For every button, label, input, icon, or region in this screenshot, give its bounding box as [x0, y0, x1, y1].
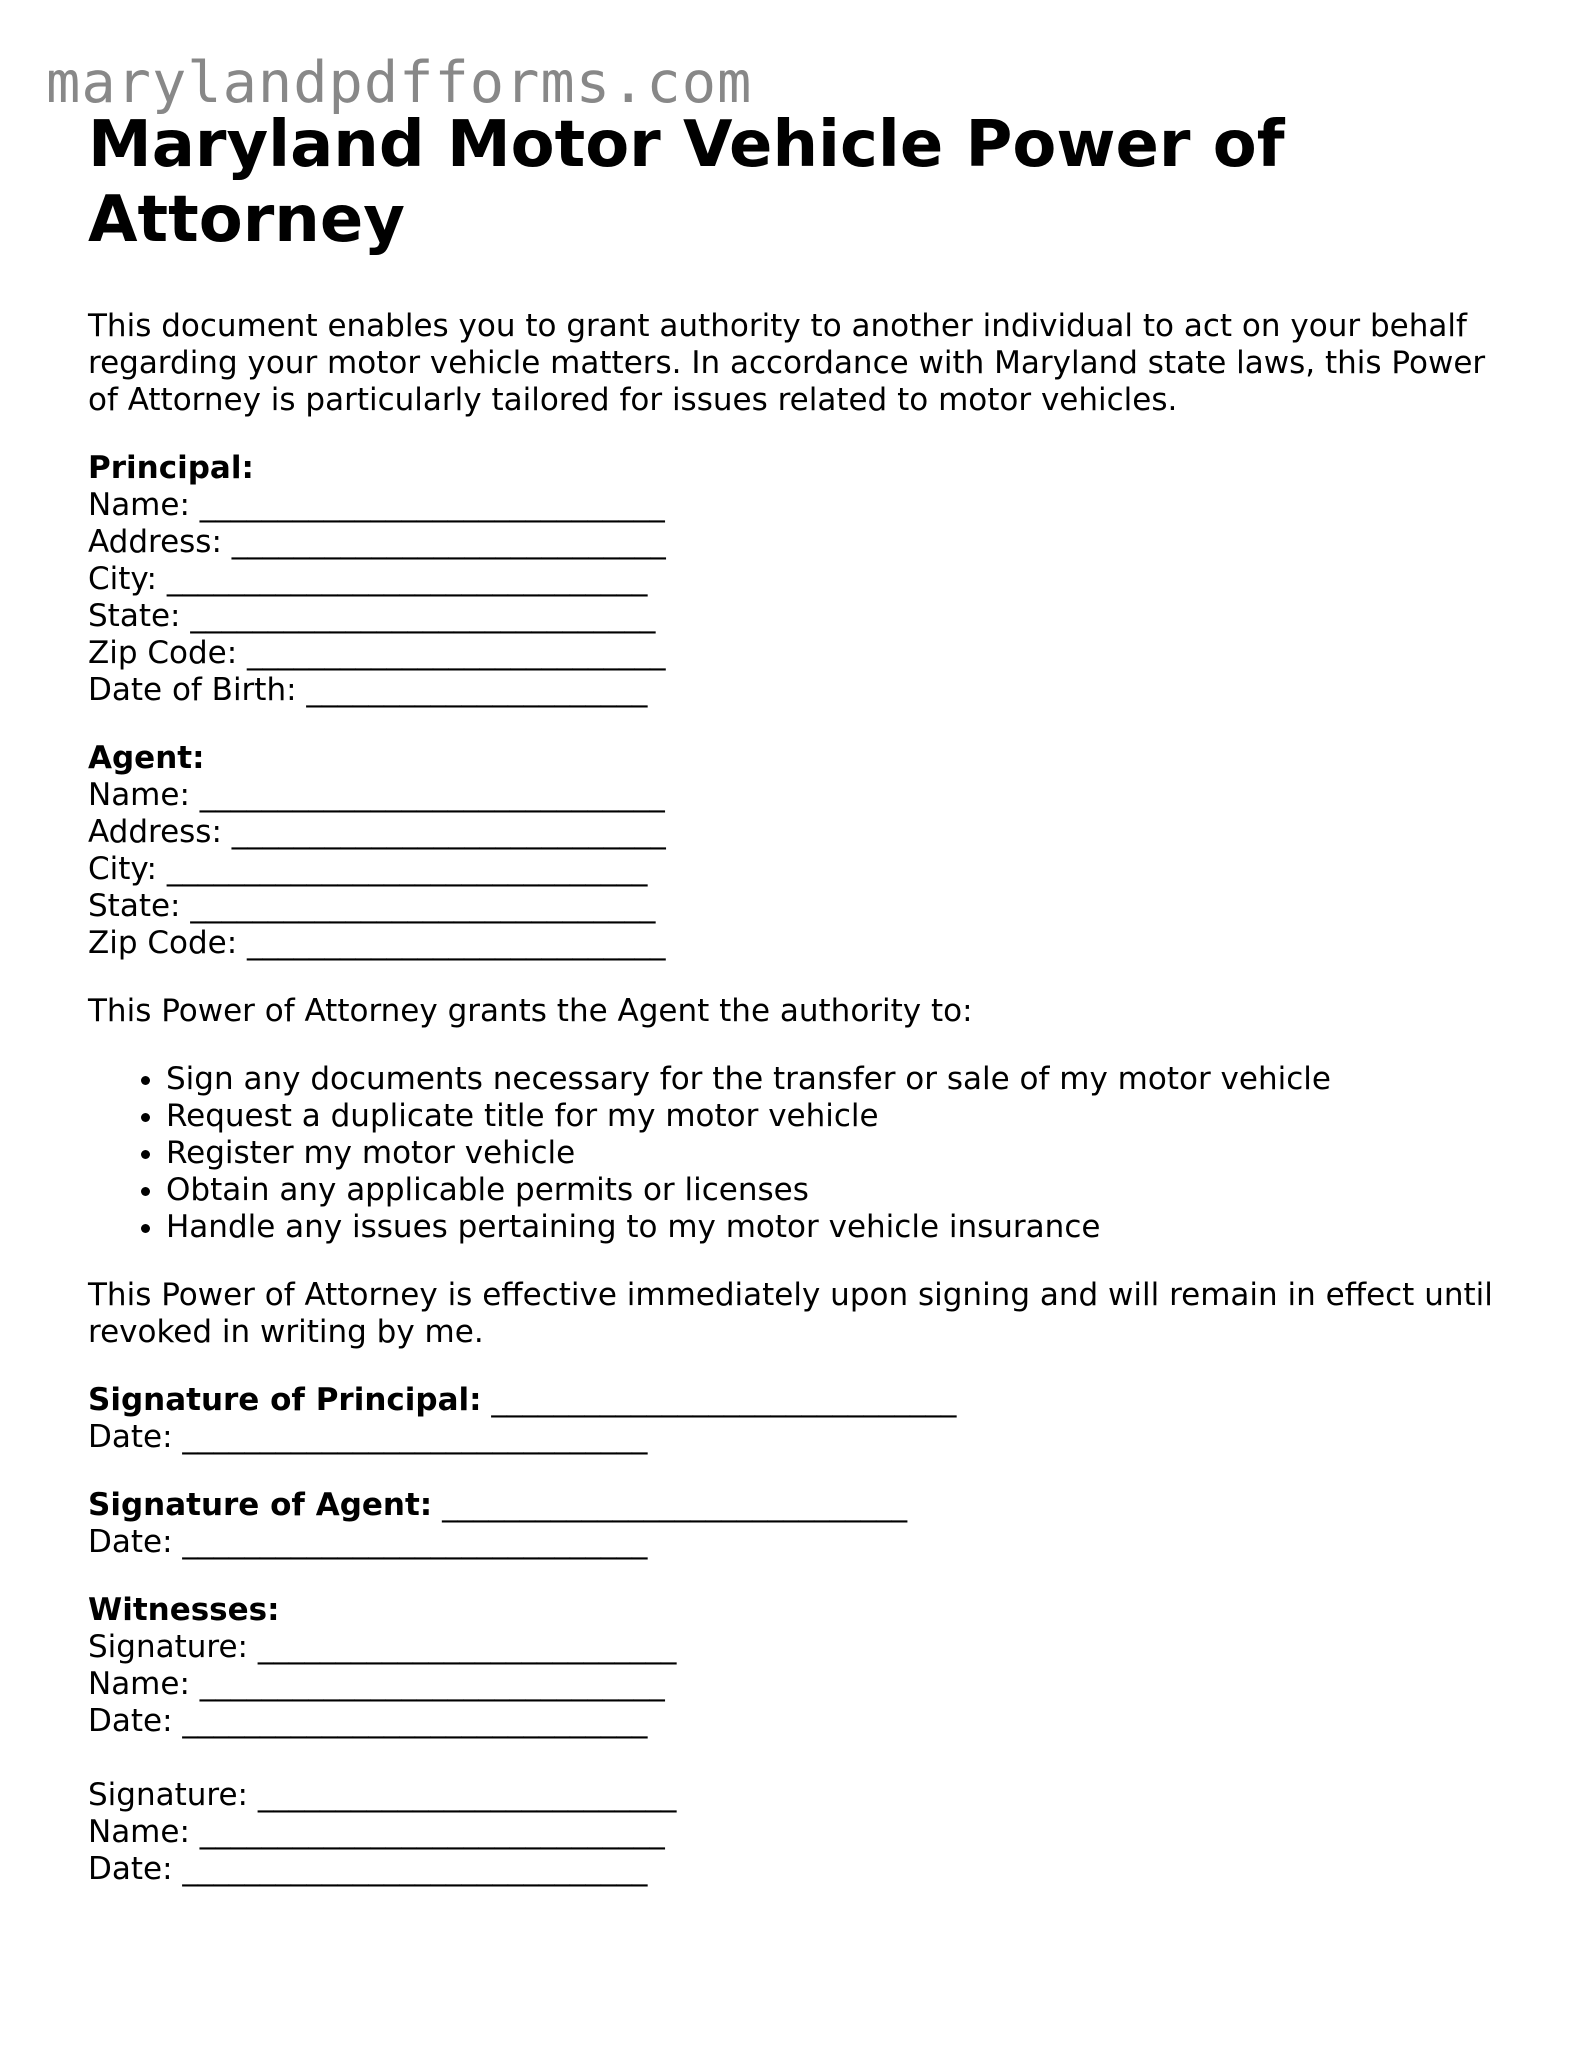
agent-state-field: [88, 888, 1508, 925]
field-label: Signature of Principal:: [88, 1382, 482, 1418]
agent-name-field: [88, 777, 1508, 814]
field-blank: ____________________________: [231, 524, 666, 560]
agent-signature-section: [88, 1487, 1508, 1561]
field-label: Address:: [88, 814, 222, 850]
field-label: Date:: [88, 1524, 173, 1560]
field-blank: ___________________________: [257, 1777, 677, 1813]
field-blank: ____________________________: [231, 814, 666, 850]
principal-section: [88, 450, 1508, 709]
agent-signature-date-field: [88, 1524, 1508, 1561]
field-label: City:: [88, 561, 157, 597]
witness-date-field: [88, 1851, 1508, 1888]
principal-signature-date-field: [88, 1419, 1508, 1456]
field-blank: ______________________________: [182, 1524, 648, 1560]
field-blank: ______________________________: [182, 1851, 648, 1887]
witnesses-heading: Witnesses:: [88, 1592, 280, 1628]
witness-signature-field: [88, 1777, 1508, 1814]
witness-block-2: [88, 1777, 1508, 1888]
principal-city-field: [88, 561, 1508, 598]
field-label: Name:: [88, 1814, 190, 1850]
principal-state-field: [88, 598, 1508, 635]
field-label: Signature of Agent:: [88, 1487, 433, 1523]
principal-dob-field: [88, 672, 1508, 709]
field-blank: ______________________________: [199, 1814, 665, 1850]
grants-intro: This Power of Attorney grants the Agent the authority to:: [88, 993, 973, 1029]
agent-zip-field: [88, 925, 1508, 962]
witness-date-field: [88, 1703, 1508, 1740]
witness-name-field: [88, 1814, 1508, 1851]
field-label: Date:: [88, 1703, 173, 1739]
field-blank: ___________________________: [247, 635, 666, 671]
field-blank: _______________________________: [166, 851, 648, 887]
document-body: [88, 108, 1508, 1888]
powers-list: [88, 1061, 1508, 1246]
list-item: • Handle any issues pertaining to my motor vehicle insurance: [166, 1209, 1508, 1246]
list-item: • Obtain any applicable permits or licenses: [166, 1172, 1508, 1209]
agent-signature-field: [88, 1487, 1508, 1524]
field-label: Date of Birth:: [88, 672, 297, 708]
field-blank: ______________________________: [182, 1703, 648, 1739]
field-blank: ______________________________: [190, 888, 656, 924]
document-title: Maryland Motor Vehicle Power of Attorney: [88, 108, 1285, 257]
principal-signature-field: [88, 1382, 1508, 1419]
field-blank: ___________________________: [247, 925, 666, 961]
witness-signature-field: [88, 1629, 1508, 1666]
field-label: Signature:: [88, 1629, 248, 1665]
agent-section: [88, 740, 1508, 962]
field-label: State:: [88, 888, 181, 924]
field-blank: ______________________________: [199, 777, 665, 813]
field-blank: ______________________________: [491, 1382, 957, 1418]
principal-name-field: [88, 487, 1508, 524]
field-label: Name:: [88, 487, 190, 523]
principal-address-field: [88, 524, 1508, 561]
field-label: City:: [88, 851, 157, 887]
principal-heading: Principal:: [88, 450, 254, 486]
field-label: Name:: [88, 777, 190, 813]
agent-heading: Agent:: [88, 740, 205, 776]
field-label: State:: [88, 598, 181, 634]
agent-address-field: [88, 814, 1508, 851]
field-blank: ______________________________: [199, 1666, 665, 1702]
field-label: Date:: [88, 1851, 173, 1887]
principal-signature-section: [88, 1382, 1508, 1456]
field-blank: ______________________: [306, 672, 648, 708]
site-watermark: marylandpdfforms.com: [46, 50, 753, 116]
field-blank: ______________________________: [199, 487, 665, 523]
field-label: Date:: [88, 1419, 173, 1455]
field-label: Address:: [88, 524, 222, 560]
list-item: • Sign any documents necessary for the transfer or sale of my motor vehicle: [166, 1061, 1508, 1098]
principal-zip-field: [88, 635, 1508, 672]
agent-city-field: [88, 851, 1508, 888]
list-item: • Request a duplicate title for my motor vehicle: [166, 1098, 1508, 1135]
field-label: Signature:: [88, 1777, 248, 1813]
field-blank: ______________________________: [190, 598, 656, 634]
field-label: Zip Code:: [88, 925, 238, 961]
witness-block-1: [88, 1629, 1508, 1740]
field-label: Zip Code:: [88, 635, 238, 671]
effective-paragraph: This Power of Attorney is effective immediately upon signing and will remain in effect until revoked in writing by me.: [88, 1277, 1493, 1350]
field-blank: ___________________________: [257, 1629, 677, 1665]
field-label: Name:: [88, 1666, 190, 1702]
witnesses-section: [88, 1592, 1508, 1888]
field-blank: ______________________________: [182, 1419, 648, 1455]
field-blank: ______________________________: [442, 1487, 908, 1523]
intro-paragraph: This document enables you to grant authority to another individual to act on your behalf regarding your motor vehicle matters. In accordance with Maryland state laws, this Power of Attorney is particularly tailored for issues related to motor vehicles.: [88, 308, 1486, 418]
field-blank: _______________________________: [166, 561, 648, 597]
witness-name-field: [88, 1666, 1508, 1703]
list-item: • Register my motor vehicle: [166, 1135, 1508, 1172]
